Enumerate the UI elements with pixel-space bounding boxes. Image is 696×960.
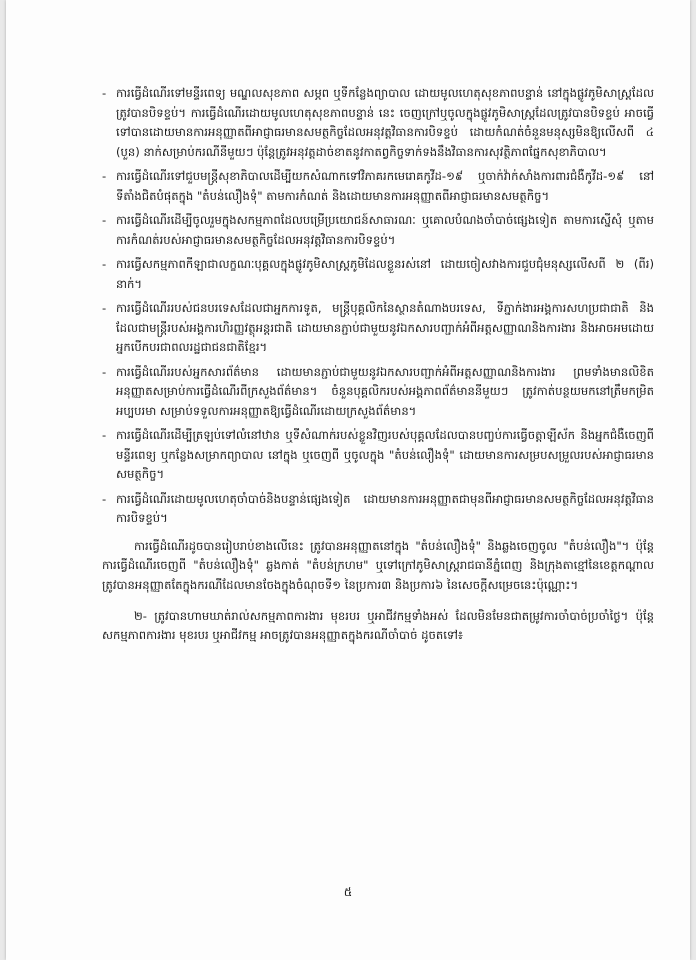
page-number: ៥ — [343, 885, 353, 899]
permitted-travel-list — [102, 84, 654, 529]
bullet-marker: - — [102, 428, 107, 442]
list-item — [102, 84, 654, 162]
bullet-marker: - — [102, 213, 107, 227]
list-item-text: ការធ្វើដំណើរដើម្បីចូលរួមក្នុងសកម្មភាពដែលបម្រើប្រយោជន៍សាធារណៈ ឬគោលបំណងចាំបាច់ផ្សេងទៀត តាមការស្នើសុំ ឬតាមការកំណត់របស់អាជ្ញាធរមានសមត្ថកិច្ចដែលអនុវត្តវិធានការបិទខ្ទប់។ — [116, 213, 654, 247]
bullet-marker: - — [102, 491, 107, 506]
numbered-paragraph: ២- ត្រូវបានហាមឃាត់រាល់សកម្មភាពការងារ មុខរបរ ឬអាជីវកម្មទាំងអស់ ដែលមិនមែនជាតម្រូវការចាំបាច់ប្រចាំថ្ងៃ។ ប៉ុន្តែ សកម្មភាពការងារ មុខរបរ ឬអាជីវកម្ម អាចត្រូវបានអនុញ្ញាតក្នុងករណីចាំបាច់ ដូចតទៅ៖ — [102, 608, 654, 643]
list-item — [102, 363, 654, 422]
list-item — [102, 167, 654, 206]
list-item — [102, 299, 654, 358]
list-item-text: ការធ្វើដំណើររបស់អ្នកសារព័ត៌មាន ដោយមានភ្ជាប់ជាមួយនូវឯកសារបញ្ជាក់អំពីអត្តសញ្ញាណនិងការងារ ព្រមទាំងមានលិខិតអនុញ្ញាតសម្រាប់ការធ្វើដំណើរពីក្រសួងព័ត៌មាន។ ចំនួនបុគ្គលិករបស់អង្គភាពព័ត៌មាននីមួយៗ ត្រូវកាត់បន្ថយមកនៅត្រឹមកម្រិតអប្បបរមា សម្រាប់ទទួលការអនុញ្ញាតឱ្យធ្វើដំណើរដោយក្រសួងព័ត៌មាន។ — [116, 364, 654, 418]
list-item-text: ការធ្វើដំណើររបស់ជនបរទេសដែលជាអ្នកការទូត, មន្ត្រីបុគ្គលិកនៃស្ថានតំណាងបរទេស, ទីភ្នាក់ងារអង្គការសហប្រជាជាតិ និងដែលជាមន្ត្រីរបស់អង្គការហិរញ្ញវត្ថុអន្តរជាតិ ដោយមានភ្ជាប់ជាមួយនូវឯកសារបញ្ជាក់អំពីអត្តសញ្ញាណនិងការងារ និងអាចអមដោយអ្នកបើកបរជាពលរដ្ឋជាជនជាតិខ្មែរ។ — [116, 301, 654, 354]
list-item — [102, 490, 654, 529]
list-item-text: ការធ្វើដំណើរទៅជួបមន្ត្រីសុខាភិបាលដើម្បីយកសំណាកទៅវិភាគរកមេរោគកូវីដ-១៩ ឬចាក់វ៉ាក់សាំងការពារជំងឺកូវីដ-១៩ នៅទីតាំងជិតបំផុតក្នុង "តំបន់លឿងទុំ" តាមការកំណត់ និងដោយមានការអនុញ្ញាតពីអាជ្ញាធរមានសមត្ថកិច្ច។ — [116, 169, 654, 203]
summary-paragraph: ការធ្វើដំណើរដូចបានរៀបរាប់ខាងលើនេះ ត្រូវបានអនុញ្ញាតនៅក្នុង "តំបន់លឿងទុំ" និងឆ្លងចេញចូល "តំបន់លឿង"។ ប៉ុន្តែ ការធ្វើដំណើរចេញពី "តំបន់លឿងទុំ" ឆ្លងកាត់ "តំបន់ក្រហម" ឬទៅក្រៅភូមិសាស្ត្ររាជធានីភ្នំពេញ និងក្រុងតាខ្មៅនៃខេត្តកណ្តាល ត្រូវបានអនុញ្ញាតតែក្នុងករណីដែលមានចែងក្នុងចំណុចទី១ នៃប្រការ៣ និងប្រការ៦ នៃសេចក្តីសម្រេចនេះប៉ុណ្ណោះ។ — [102, 538, 654, 592]
page-content — [102, 84, 654, 657]
bullet-marker: - — [102, 301, 107, 315]
list-item-text: ការធ្វើសកម្មភាពកីឡាជាលក្ខណៈបុគ្គលក្នុងផ្លូវភូមិសាស្ត្រភូមិដែលខ្លួនរស់នៅ ដោយចៀសវាងការជួបជុំមនុស្សលើសពី ២ (ពីរ) នាក់។ — [116, 257, 654, 291]
list-item — [102, 426, 654, 485]
bullet-marker: - — [102, 169, 107, 183]
list-item-text: ការធ្វើដំណើរដោយមូលហេតុចាំបាច់និងបន្ទាន់ផ្សេងទៀត ដោយមានការអនុញ្ញាតជាមុនពីអាជ្ញាធរមានសមត្ថកិច្ចដែលអនុវត្តវិធានការបិទខ្ទប់។ — [116, 491, 654, 525]
list-item-text: ការធ្វើដំណើរទៅមន្ទីរពេទ្យ មណ្ឌលសុខភាព សម្ភព ឬទីកន្លែងព្យាបាល ដោយមូលហេតុសុខភាពបន្ទាន់ នៅក្នុងផ្លូវភូមិសាស្ត្រដែលត្រូវបានបិទខ្ទប់។ ការធ្វើដំណើរដោយមូលហេតុសុខភាពបន្ទាន់ នេះ ចេញក្រៅឬចូលក្នុងផ្លូវភូមិសាស្ត្រដែលត្រូវបានបិទខ្ទប់ អាចធ្វើទៅបានដោយមានការអនុញ្ញាតពីអាជ្ញាធរមានសមត្ថកិច្ចដែលអនុវត្តវិធានការបិទខ្ទប់ ដោយកំណត់ចំនួនមនុស្សមិនឱ្យលើសពី ៤ (បួន) នាក់សម្រាប់ករណីនីមួយៗ ប៉ុន្តែត្រូវអនុវត្តដាច់ខាតនូវកាតព្វកិច្ចទាក់ទងនឹងវិធានការសុវត្ថិភាពផ្នែកសុខាភិបាល។ — [116, 86, 654, 159]
list-item — [102, 211, 654, 250]
bullet-marker: - — [102, 86, 107, 100]
list-item-text: ការធ្វើដំណើរដើម្បីត្រឡប់ទៅលំនៅឋាន ឬទីសំណាក់របស់ខ្លួនវិញរបស់បុគ្គលដែលបានបញ្ចប់ការធ្វើចត្តាឡីស័ក និងអ្នកជំងឺចេញពីមន្ទីរពេទ្យ ឬកន្លែងសម្រាកព្យាបាល នៅក្នុង ឬចេញពី ឬចូលក្នុង "តំបន់លឿងទុំ" ដោយមានការសម្របសម្រួលរបស់អាជ្ញាធរមានសមត្ថកិច្ច។ — [116, 428, 654, 481]
list-item — [102, 255, 654, 294]
document-page — [6, 0, 690, 960]
bullet-marker: - — [102, 257, 107, 271]
bullet-marker: - — [102, 364, 107, 379]
